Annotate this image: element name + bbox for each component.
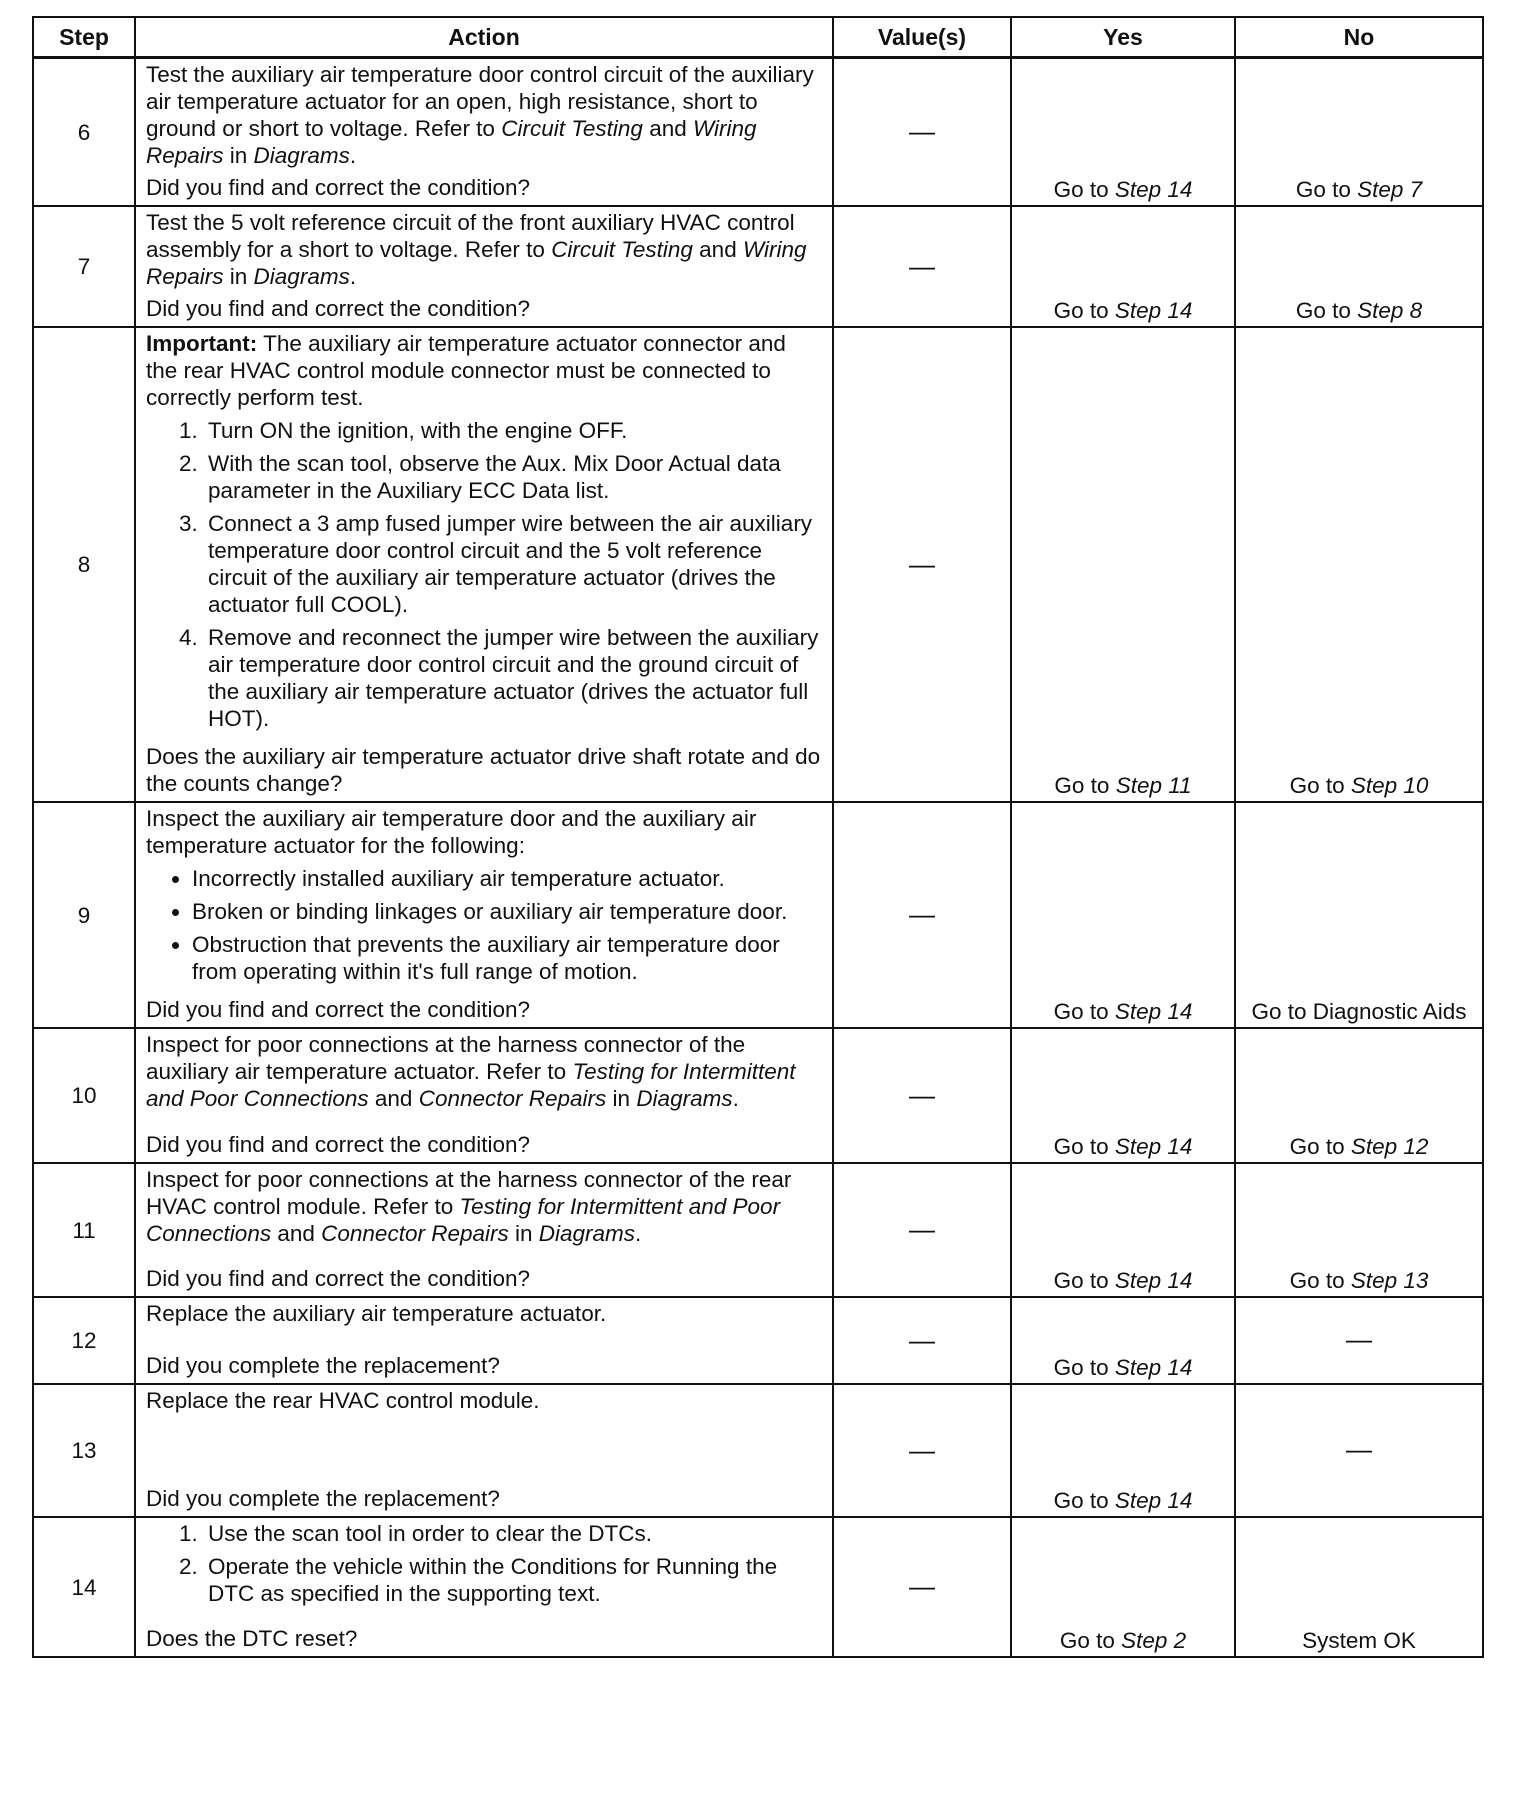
action-text-segment: Inspect for poor connections at the harness connector of the auxiliary air temperature actuator. Refer to [146, 1032, 746, 1084]
step-number: 12 [33, 1297, 135, 1384]
list-item: • Broken or binding linkages or auxiliary air temperature door. [192, 898, 822, 925]
value-text: — [909, 1571, 935, 1601]
value-text: — [909, 1214, 935, 1244]
list-item: 1. Use the scan tool in order to clear the DTCs. [204, 1520, 822, 1547]
no-cell [1235, 206, 1483, 327]
value-text: — [909, 899, 935, 929]
procedure-list [146, 417, 822, 732]
no-cell [1235, 1517, 1483, 1657]
action-text [146, 61, 822, 169]
action-text-segment: and [642, 116, 693, 141]
value-cell [833, 1517, 1011, 1657]
yes-prefix: Go to [1053, 177, 1115, 202]
step-number: 14 [33, 1517, 135, 1657]
yes-prefix: Go to [1053, 1488, 1115, 1513]
yes-cell [1011, 327, 1235, 802]
yes-step-link: Step 14 [1114, 1355, 1193, 1380]
yes-cell [1011, 1384, 1235, 1517]
table-row [33, 1297, 1483, 1384]
yes-prefix: Go to [1053, 298, 1115, 323]
action-text-segment: . [635, 1221, 642, 1246]
step-number: 8 [33, 327, 135, 802]
action-cell [135, 327, 833, 802]
question-text: Does the DTC reset? [146, 1626, 358, 1651]
question-text: Did you find and correct the condition? [146, 175, 530, 200]
no-cell [1235, 1028, 1483, 1163]
yes-cell [1011, 1028, 1235, 1163]
list-item: 2. Operate the vehicle within the Conditions for Running the DTC as specified in the supporting text. [204, 1553, 822, 1607]
action-text-segment: Diagrams [636, 1086, 733, 1111]
action-cell [135, 802, 833, 1028]
value-text: — [909, 1324, 935, 1355]
value-cell [833, 206, 1011, 327]
step-number: 10 [33, 1028, 135, 1163]
value-text: — [909, 250, 935, 281]
value-cell [833, 802, 1011, 1028]
yes-prefix: Go to [1053, 1134, 1115, 1159]
list-item: • Obstruction that prevents the auxiliary air temperature door from operating within it's full range of motion. [192, 931, 822, 985]
yes-cell [1011, 1163, 1235, 1297]
action-text [146, 1300, 822, 1327]
step-number: 9 [33, 802, 135, 1028]
yes-step-link: Step 14 [1114, 999, 1193, 1024]
action-text-segment: Circuit Testing [501, 116, 643, 141]
action-cell [135, 206, 833, 327]
table-row [33, 1163, 1483, 1297]
action-text-segment: Testing for Intermittent and Poor Connections [146, 1059, 796, 1111]
action-text-segment: Diagrams [253, 143, 350, 168]
action-text-segment: Testing for Intermittent and Poor Connections [146, 1194, 781, 1246]
action-text [146, 1387, 822, 1414]
action-text-segment: Test the 5 volt reference circuit of the front auxiliary HVAC control assembly for a short to voltage. Refer to [146, 210, 795, 262]
no-prefix: Go to [1289, 773, 1351, 798]
value-cell [833, 58, 1011, 207]
question-text: Did you find and correct the condition? [146, 997, 530, 1022]
no-prefix: Go to [1289, 1134, 1351, 1159]
action-text-segment: Diagrams [253, 264, 350, 289]
diagnostic-table [32, 16, 1484, 1658]
header-values: Value(s) [833, 17, 1011, 58]
no-cell [1235, 1163, 1483, 1297]
no-cell [1235, 1297, 1483, 1384]
no-step-link: Step 13 [1350, 1268, 1429, 1293]
no-cell [1235, 802, 1483, 1028]
action-cell [135, 1517, 833, 1657]
action-text-segment: Replace the auxiliary air temperature actuator. [146, 1301, 607, 1326]
header-no: No [1235, 17, 1483, 58]
value-text: — [909, 548, 935, 579]
no-text: System OK [1302, 1628, 1416, 1653]
value-cell [833, 1028, 1011, 1163]
procedure-list [146, 1520, 822, 1607]
no-step-link: Step 7 [1357, 177, 1423, 202]
action-text-segment: Wiring Repairs [146, 116, 757, 168]
table-row [33, 1028, 1483, 1163]
list-item: 2. With the scan tool, observe the Aux. Mix Door Actual data parameter in the Auxiliary ECC Data list. [204, 450, 822, 504]
step-number: 13 [33, 1384, 135, 1517]
inspection-list [146, 865, 822, 985]
value-cell [833, 327, 1011, 802]
list-item: 1. Turn ON the ignition, with the engine OFF. [204, 417, 822, 444]
list-item: • Incorrectly installed auxiliary air temperature actuator. [192, 865, 822, 892]
action-text [146, 805, 822, 859]
question-text: Did you find and correct the condition? [146, 1132, 530, 1157]
action-cell [135, 1163, 833, 1297]
action-text [146, 1166, 822, 1247]
no-prefix: Go to [1295, 177, 1358, 202]
action-text-segment: and [368, 1086, 419, 1111]
question-text: Did you complete the replacement? [146, 1486, 500, 1511]
yes-cell [1011, 802, 1235, 1028]
table-body [33, 58, 1483, 1658]
value-cell [833, 1163, 1011, 1297]
yes-prefix: Go to [1059, 1628, 1122, 1653]
action-cell [135, 1384, 833, 1517]
no-step-link: Step 10 [1350, 773, 1429, 798]
yes-prefix: Go to [1053, 999, 1115, 1024]
yes-step-link: Step 2 [1121, 1628, 1187, 1653]
yes-step-link: Step 11 [1115, 773, 1192, 798]
no-cell [1235, 1384, 1483, 1517]
action-text-segment: and [692, 237, 743, 262]
action-text-segment: Circuit Testing [551, 237, 693, 262]
action-text [146, 330, 822, 411]
action-text-segment: in [606, 1086, 637, 1111]
no-prefix: Go to [1289, 1268, 1351, 1293]
no-text: Go to Diagnostic Aids [1251, 999, 1467, 1024]
value-cell [833, 1297, 1011, 1384]
step-number: 6 [33, 58, 135, 207]
action-text-segment: Diagrams [538, 1221, 636, 1246]
header-action: Action [135, 17, 833, 58]
no-text: — [1346, 1433, 1372, 1464]
header-yes: Yes [1011, 17, 1235, 58]
question-text: Did you find and correct the condition? [146, 296, 530, 321]
header-row [33, 17, 1483, 58]
action-text-segment: Replace the rear HVAC control module. [146, 1388, 540, 1413]
yes-step-link: Step 14 [1114, 177, 1193, 202]
action-text-segment: and [271, 1221, 322, 1246]
yes-cell [1011, 206, 1235, 327]
yes-cell [1011, 1517, 1235, 1657]
yes-prefix: Go to [1054, 773, 1116, 798]
action-text-segment: Wiring Repairs [146, 237, 807, 289]
action-text-segment: The auxiliary air temperature actuator connector and the rear HVAC control module connector must be connected to correctly perform test. [146, 331, 786, 410]
value-cell [833, 1384, 1011, 1517]
step-number: 7 [33, 206, 135, 327]
header-step: Step [33, 17, 135, 58]
yes-step-link: Step 14 [1114, 1488, 1193, 1513]
table-row [33, 206, 1483, 327]
step-number: 11 [33, 1163, 135, 1297]
yes-cell [1011, 1297, 1235, 1384]
action-text-segment: Test the auxiliary air temperature door control circuit of the auxiliary air temperature actuator for an open, high resistance, short to ground or short to voltage. Refer to [146, 62, 814, 141]
value-text: — [909, 1079, 935, 1110]
question-text: Did you find and correct the condition? [146, 1266, 530, 1291]
action-text-segment: Connector Repairs [321, 1221, 509, 1246]
yes-step-link: Step 14 [1114, 1268, 1193, 1293]
no-cell [1235, 327, 1483, 802]
action-cell [135, 1028, 833, 1163]
yes-step-link: Step 14 [1114, 298, 1193, 323]
table-row [33, 1384, 1483, 1517]
action-text-segment: Connector Repairs [418, 1086, 607, 1111]
no-step-link: Step 12 [1350, 1134, 1429, 1159]
action-text [146, 209, 822, 290]
action-text-segment: Inspect for poor connections at the harness connector of the rear HVAC control module. Refer to [146, 1167, 792, 1219]
question-text: Does the auxiliary air temperature actuator drive shaft rotate and do the counts change? [146, 744, 821, 796]
action-text-segment: in [508, 1221, 539, 1246]
action-text-segment: . [349, 143, 357, 168]
action-cell [135, 1297, 833, 1384]
yes-cell [1011, 58, 1235, 207]
no-text: — [1346, 1323, 1372, 1354]
yes-prefix: Go to [1053, 1268, 1115, 1293]
table-row [33, 58, 1483, 207]
table-row [33, 802, 1483, 1028]
table-row [33, 327, 1483, 802]
no-prefix: Go to [1295, 298, 1358, 323]
action-text-segment: in [223, 264, 254, 289]
table-row [33, 1517, 1483, 1657]
action-text-segment: in [223, 143, 254, 168]
no-cell [1235, 58, 1483, 207]
question-text: Did you complete the replacement? [146, 1353, 500, 1378]
action-text-segment: Inspect the auxiliary air temperature door and the auxiliary air temperature actuator for the following: [146, 806, 757, 858]
yes-prefix: Go to [1053, 1355, 1115, 1380]
value-text: — [909, 1434, 935, 1465]
yes-step-link: Step 14 [1114, 1134, 1193, 1159]
list-item: 4. Remove and reconnect the jumper wire between the auxiliary air temperature door control circuit and the ground circuit of the auxiliary air temperature actuator (drives the actuator full HOT). [204, 624, 822, 732]
action-text-segment: . [732, 1086, 739, 1111]
no-step-link: Step 8 [1357, 298, 1423, 323]
value-text: — [909, 116, 935, 146]
action-cell [135, 58, 833, 207]
action-text-segment: Important: [146, 331, 258, 356]
list-item: 3. Connect a 3 amp fused jumper wire between the air auxiliary temperature door control circuit and the 5 volt reference circuit of the auxiliary air temperature actuator (drives the actuator full COOL). [204, 510, 822, 618]
action-text [146, 1031, 822, 1112]
action-text-segment: . [349, 264, 357, 289]
